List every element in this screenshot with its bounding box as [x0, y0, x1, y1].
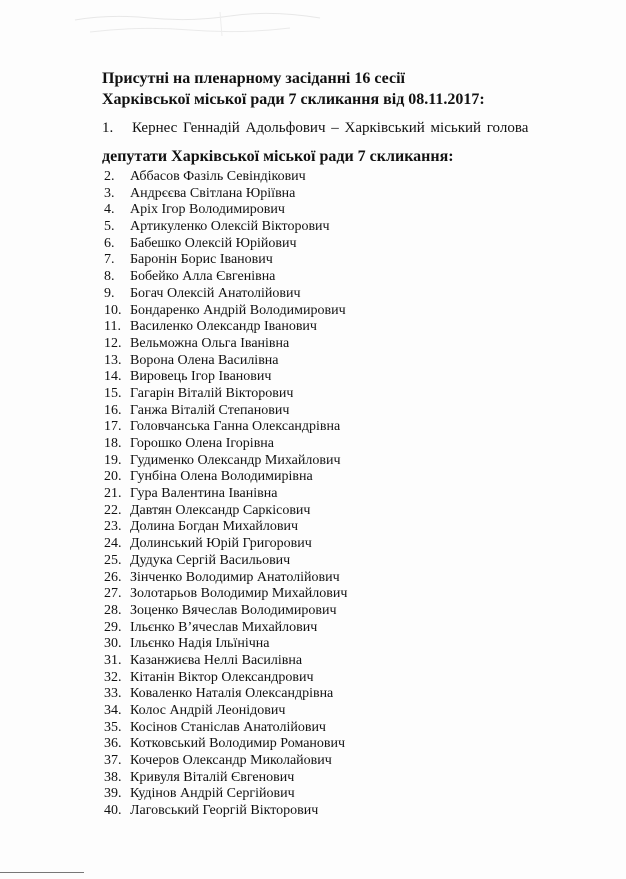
list-item-name: Косінов Станіслав Анатолійович — [130, 719, 326, 735]
list-item-number: 28. — [104, 602, 122, 618]
list-item-name: Гура Валентина Іванівна — [130, 486, 278, 502]
list-item-number: 13. — [104, 352, 122, 368]
list-item-name: Аббасов Фазіль Севіндікович — [130, 169, 306, 184]
list-item-number: 38. — [104, 769, 122, 785]
list-item-number: 32. — [104, 669, 122, 685]
list-item — [104, 636, 347, 653]
list-item — [104, 169, 347, 186]
list-item-name: Золотарьов Володимир Михайлович — [130, 586, 348, 602]
list-item-number: 35. — [104, 719, 122, 735]
list-item-name: Колос Андрій Леонідович — [130, 703, 286, 718]
list-item-name: Андрєєва Світлана Юріївна — [130, 185, 296, 201]
list-item-name: Василенко Олександр Іванович — [130, 319, 317, 335]
list-item-name: Кривуля Віталій Євгенович — [130, 769, 295, 785]
list-item-name: Дудука Сергій Васильович — [130, 552, 291, 568]
list-item-number: 12. — [104, 335, 122, 351]
list-item-name: Котковський Володимир Романович — [130, 736, 346, 752]
list-item-number: 5. — [104, 219, 115, 235]
list-item-name: Зінченко Володимир Анатолійович — [130, 569, 340, 585]
list-item-name: Аріх Ігор Володимирович — [130, 202, 285, 218]
list-item-name: Богач Олексій Анатолійович — [130, 285, 301, 301]
list-item-name: Бобейко Алла Євгенівна — [130, 269, 276, 285]
list-item-name: Кітанін Віктор Олександрович — [130, 669, 314, 685]
list-item — [104, 486, 347, 503]
list-item-name: Артикуленко Олексій Вікторович — [130, 219, 330, 235]
list-item-name: Ганжа Віталій Степанович — [130, 402, 290, 418]
list-item-name: Давтян Олександр Саркісович — [130, 502, 311, 518]
list-item — [104, 536, 347, 553]
list-item-name: Бабешко Олексій Юрійович — [130, 235, 297, 251]
list-item-number: 30. — [104, 636, 122, 652]
list-item — [104, 252, 347, 269]
list-item-number: 25. — [104, 552, 122, 568]
list-item-name: Кочеров Олександр Миколайович — [130, 753, 332, 769]
list-item-number: 7. — [104, 252, 115, 268]
list-item-number: 9. — [104, 285, 115, 301]
list-item-name: Гудименко Олександр Михайлович — [130, 452, 341, 468]
list-item-number: 26. — [104, 569, 122, 585]
list-item — [104, 570, 347, 587]
list-item — [104, 303, 347, 320]
list-item — [104, 770, 347, 787]
list-item — [104, 519, 347, 536]
list-item-number: 23. — [104, 519, 122, 535]
list-item — [104, 219, 347, 236]
list-item — [104, 603, 347, 620]
list-item-name: Ворона Олена Василівна — [130, 352, 279, 368]
list-item — [104, 686, 347, 703]
list-item-number: 2. — [104, 169, 115, 184]
list-item — [104, 703, 347, 720]
list-item-number: 27. — [104, 586, 122, 602]
list-item-number: 20. — [104, 469, 122, 485]
list-item — [104, 202, 347, 219]
list-item-name: Баронін Борис Іванович — [130, 252, 273, 268]
list-item-number: 11. — [104, 319, 121, 335]
list-item-name: Лаговський Георгій Вікторович — [130, 803, 319, 819]
list-item-name: Долина Богдан Михайлович — [130, 519, 299, 535]
deputies-list — [104, 169, 347, 820]
list-item — [104, 186, 347, 203]
list-item-name: Бондаренко Андрій Володимирович — [130, 302, 346, 318]
list-item — [104, 736, 347, 753]
list-item-number: 40. — [104, 803, 122, 819]
list-item-number: 37. — [104, 753, 122, 769]
list-item — [104, 369, 347, 386]
list-item — [104, 436, 347, 453]
list-item-name: Гунбіна Олена Володимирівна — [130, 469, 313, 485]
list-item-name: Горошко Олена Ігорівна — [130, 436, 275, 451]
list-item-number: 36. — [104, 736, 122, 752]
list-item — [104, 286, 347, 303]
title-line-2: Харківської міської ради 7 скликання від 08.11.2017: — [102, 91, 485, 108]
list-item — [104, 319, 347, 336]
list-item — [104, 236, 347, 253]
list-item-number: 22. — [104, 502, 122, 518]
list-item-number: 8. — [104, 269, 115, 285]
list-item-name: Вельможна Ольга Іванівна — [130, 335, 290, 351]
list-item-number: 16. — [104, 402, 122, 418]
list-item — [104, 620, 347, 637]
mayor-number: 1. — [102, 120, 114, 136]
list-item-name: Ільєнко Надія Ільїнічна — [130, 636, 270, 652]
list-item-number: 39. — [104, 786, 122, 802]
list-item-number: 3. — [104, 185, 115, 201]
list-item — [104, 670, 347, 687]
list-item-number: 29. — [104, 619, 122, 635]
scan-artifact — [70, 6, 390, 42]
list-item-name: Вировець Ігор Іванович — [130, 369, 272, 385]
list-item — [104, 786, 347, 803]
list-item-name: Зоценко Вячеслав Володимирович — [130, 602, 337, 618]
list-item-number: 18. — [104, 436, 122, 451]
list-item-number: 19. — [104, 452, 122, 468]
list-item-number: 15. — [104, 385, 122, 401]
list-item — [104, 653, 347, 670]
list-item-number: 17. — [104, 419, 122, 435]
list-item-name: Гагарін Віталій Вікторович — [130, 385, 294, 401]
list-item-name: Долинський Юрій Григорович — [130, 536, 312, 552]
list-item — [104, 803, 347, 820]
list-item — [104, 753, 347, 770]
list-item-number: 4. — [104, 202, 115, 218]
document-title — [102, 68, 582, 110]
deputies-heading: депутати Харківської міської ради 7 скликання: — [102, 148, 454, 165]
list-item-name: Головчанська Ганна Олександрівна — [130, 419, 341, 435]
list-item-number: 14. — [104, 369, 122, 385]
list-item-number: 10. — [104, 302, 122, 318]
mayor-name: Кернес Геннадій Адольфович – Харківський міський голова — [132, 120, 529, 136]
list-item-name: Казанжиєва Неллі Василівна — [130, 652, 303, 668]
list-item-number: 24. — [104, 536, 122, 552]
list-item — [104, 419, 347, 436]
list-item — [104, 353, 347, 370]
list-item-name: Коваленко Наталія Олександрівна — [130, 686, 334, 702]
list-item-number: 31. — [104, 652, 122, 668]
list-item-name: Кудінов Андрій Сергійович — [130, 786, 295, 802]
list-item-number: 21. — [104, 486, 122, 502]
list-item — [104, 336, 347, 353]
list-item-name: Ільєнко В’ячеслав Михайлович — [130, 619, 318, 635]
title-line-1: Присутні на пленарному засіданні 16 сесії — [102, 70, 405, 87]
list-item — [104, 469, 347, 486]
list-item — [104, 720, 347, 737]
list-item — [104, 386, 347, 403]
list-item-number: 33. — [104, 686, 122, 702]
list-item-number: 6. — [104, 235, 115, 251]
page-edge-line — [0, 872, 84, 873]
list-item — [104, 269, 347, 286]
list-item — [104, 553, 347, 570]
mayor-entry — [102, 118, 528, 138]
list-item — [104, 503, 347, 520]
list-item-number: 34. — [104, 703, 122, 718]
list-item — [104, 586, 347, 603]
list-item — [104, 403, 347, 420]
list-item — [104, 453, 347, 470]
